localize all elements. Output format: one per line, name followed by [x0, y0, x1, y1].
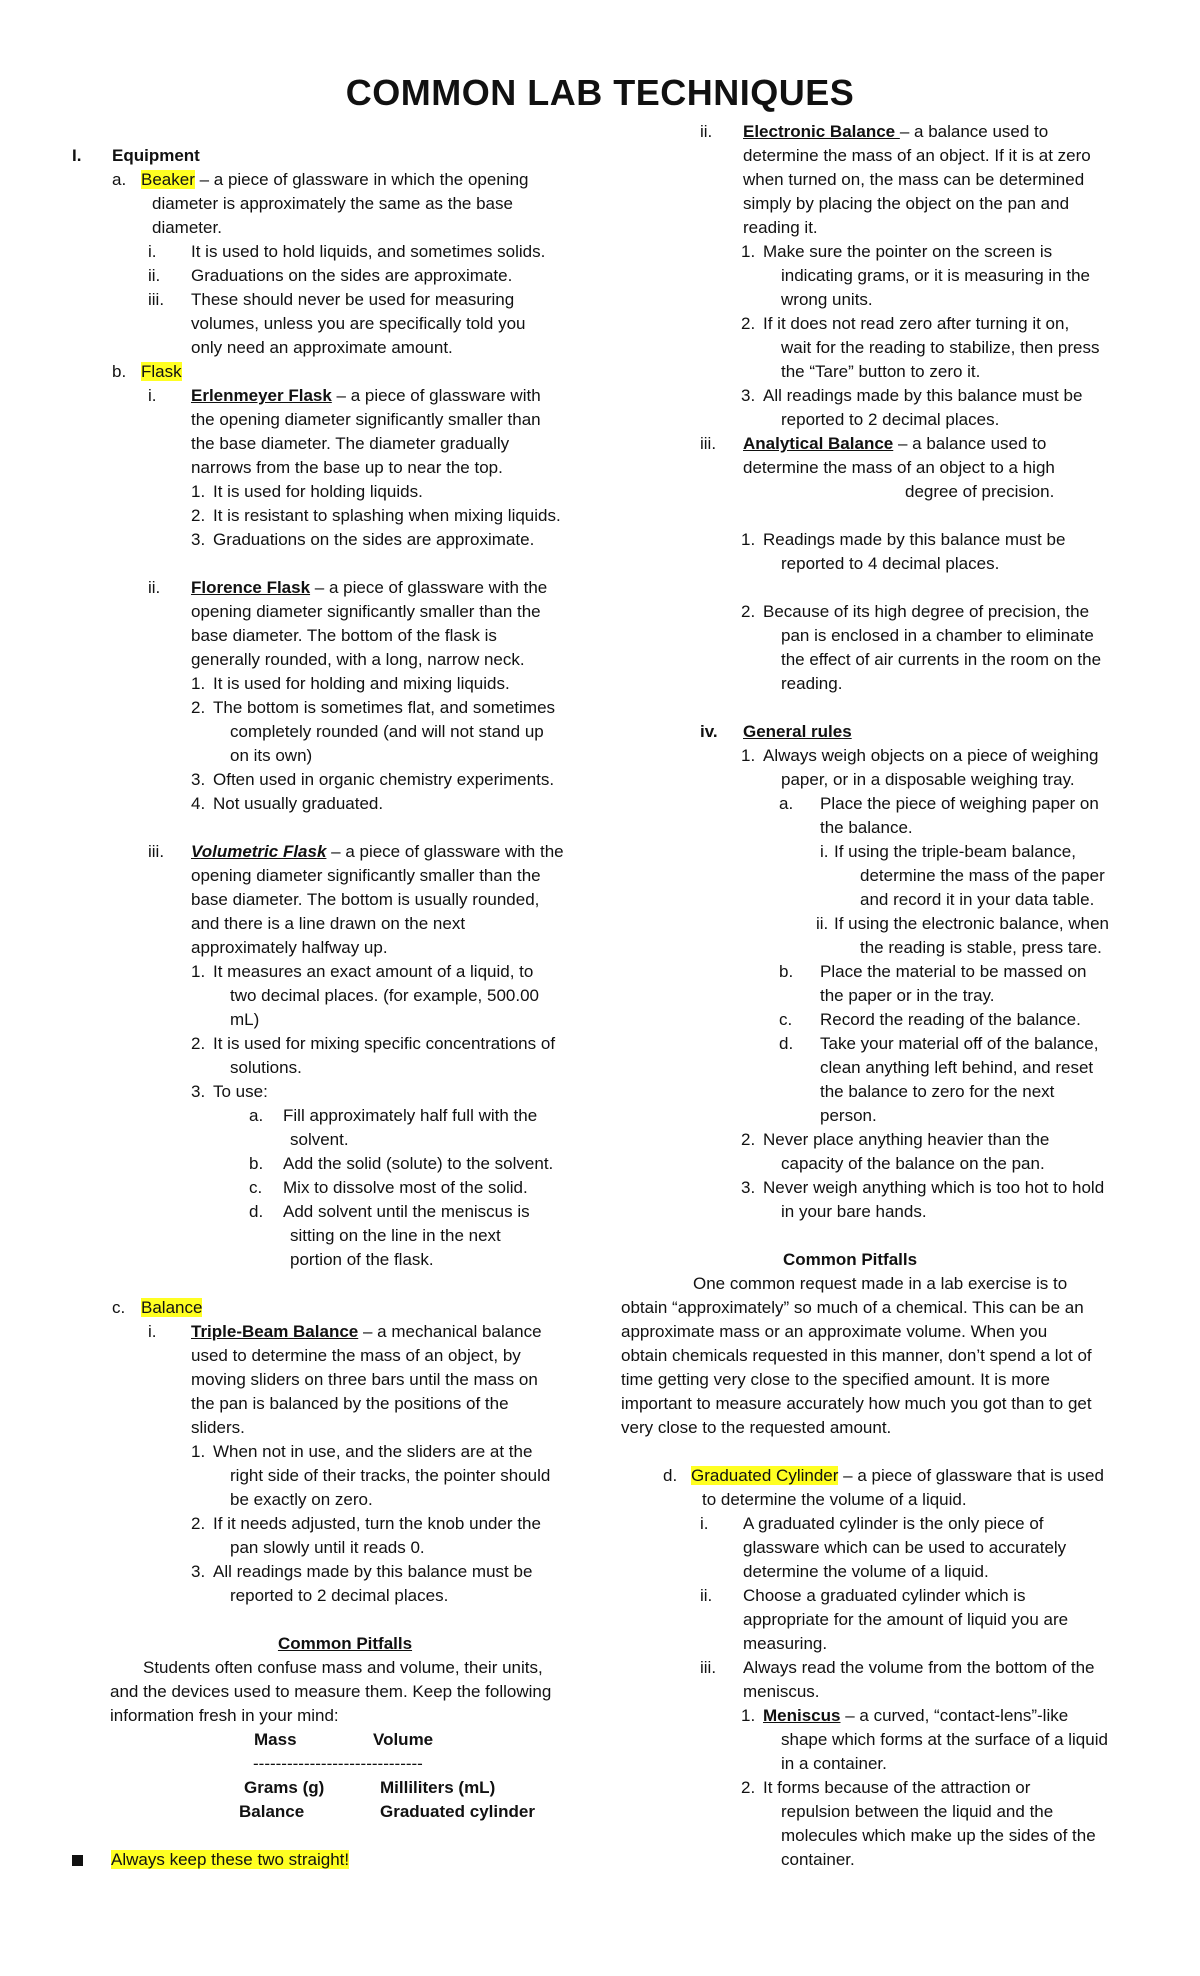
list-item: reading.: [781, 674, 843, 693]
list-item: on its own): [230, 746, 313, 765]
table-header-mass: Mass: [254, 1730, 297, 1749]
list-item: reported to 2 decimal places.: [230, 1586, 449, 1605]
list-item: wrong units.: [781, 290, 873, 309]
list-number: iii.: [700, 434, 717, 453]
step-item: Fill approximately half full with the: [283, 1106, 538, 1125]
list-item: right side of their tracks, the pointer should: [230, 1466, 551, 1485]
list-number: 3.: [191, 1562, 206, 1581]
list-item: measuring.: [743, 1634, 828, 1653]
flask-term: Flask: [141, 362, 182, 381]
volumetric-desc: and there is a line drawn on the next: [191, 914, 466, 933]
erlenmeyer-term: Erlenmeyer Flask: [191, 386, 332, 405]
volumetric-desc: approximately halfway up.: [191, 938, 388, 957]
beaker-term: Beaker: [141, 170, 195, 189]
step-item: Record the reading of the balance.: [820, 1010, 1081, 1029]
pitfalls-text: obtain chemicals requested in this manner, don’t spend a lot of: [621, 1346, 1092, 1365]
list-number: 3.: [191, 1082, 206, 1101]
list-item: Always read the volume from the bottom of the: [743, 1658, 1095, 1677]
list-number: 3.: [191, 770, 206, 789]
list-item: the “Tare” button to zero it.: [781, 362, 981, 381]
table-cell: Graduated cylinder: [380, 1802, 535, 1821]
step-item: Place the material to be massed on: [820, 962, 1087, 981]
list-item: All readings made by this balance must be: [763, 386, 1083, 405]
list-item: only need an approximate amount.: [191, 338, 453, 357]
step-letter: d.: [779, 1034, 794, 1053]
list-number: 2.: [191, 1034, 206, 1053]
list-item: determine the volume of a liquid.: [743, 1562, 989, 1581]
pitfalls-text: obtain “approximately” so much of a chemical. This can be an: [621, 1298, 1084, 1317]
list-item: indicating grams, or it is measuring in the: [781, 266, 1090, 285]
list-number: i.: [700, 1514, 709, 1533]
pitfalls-heading: Common Pitfalls: [782, 1250, 918, 1269]
list-item: wait for the reading to stabilize, then press: [781, 338, 1100, 357]
list-number: 1.: [191, 482, 206, 501]
table-cell: Milliliters (mL): [380, 1778, 496, 1797]
erlenmeyer-line: Erlenmeyer Flask – a piece of glassware with: [191, 386, 541, 405]
general-rules-heading: General rules: [743, 722, 852, 741]
volumetric-desc: base diameter. The bottom is usually rounded,: [191, 890, 540, 909]
list-number: 4.: [191, 794, 206, 813]
list-item: Readings made by this balance must be: [763, 530, 1066, 549]
list-item: in your bare hands.: [781, 1202, 927, 1221]
step-item: Add solvent until the meniscus is: [283, 1202, 530, 1221]
analytical-desc: degree of precision.: [905, 482, 1055, 501]
list-item: A graduated cylinder is the only piece of: [743, 1514, 1044, 1533]
step-letter: d.: [249, 1202, 264, 1221]
list-item: It is used to hold liquids, and sometimes solids.: [191, 242, 546, 261]
analytical-term: Analytical Balance: [743, 434, 894, 453]
square-bullet-icon: [72, 1855, 83, 1866]
item-letter: a.: [112, 170, 127, 189]
list-number: iii.: [148, 290, 165, 309]
list-item: Choose a graduated cylinder which is: [743, 1586, 1026, 1605]
beaker-desc: diameter.: [152, 218, 222, 237]
list-number: iii.: [148, 842, 165, 861]
list-item: Because of its high degree of precision, the: [763, 602, 1090, 621]
list-item: paper, or in a disposable weighing tray.: [781, 770, 1075, 789]
volumetric-term: Volumetric Flask: [191, 842, 327, 861]
list-item: solutions.: [230, 1058, 302, 1077]
step-item: Take your material off of the balance,: [820, 1034, 1099, 1053]
list-item: Make sure the pointer on the screen is: [763, 242, 1053, 261]
pitfalls-text: important to measure accurately how much you got than to get: [621, 1394, 1092, 1413]
erlenmeyer-desc: the base diameter. The diameter gradually: [191, 434, 510, 453]
pitfalls-text: information fresh in your mind:: [110, 1706, 339, 1725]
erlenmeyer-desc: narrows from the base up to near the top.: [191, 458, 503, 477]
section-number: I.: [72, 146, 82, 165]
list-number: ii.: [148, 266, 161, 285]
cylinder-line: Graduated Cylinder – a piece of glassware that is used: [691, 1466, 1104, 1485]
step-item: sitting on the line in the next: [290, 1226, 501, 1245]
list-number: 1.: [191, 962, 206, 981]
list-number: 3.: [191, 530, 206, 549]
triple-beam-desc: the pan is balanced by the positions of the: [191, 1394, 509, 1413]
volumetric-line: Volumetric Flask – a piece of glassware with the: [191, 842, 564, 861]
list-number: 3.: [741, 386, 756, 405]
list-item: It is used for holding and mixing liquids.: [213, 674, 510, 693]
list-item: If it does not read zero after turning it on,: [763, 314, 1070, 333]
list-number: 1.: [741, 1706, 756, 1725]
florence-desc: opening diameter significantly smaller than the: [191, 602, 541, 621]
list-item: If using the electronic balance, when: [834, 914, 1110, 933]
list-number: ii.: [148, 578, 161, 597]
pitfalls-text: approximate mass or an approximate volume. When you: [621, 1322, 1048, 1341]
step-item: Place the piece of weighing paper on: [820, 794, 1099, 813]
list-item: shape which forms at the surface of a liquid: [781, 1730, 1108, 1749]
list-number: 1.: [191, 674, 206, 693]
list-item: reported to 4 decimal places.: [781, 554, 1000, 573]
step-item: person.: [820, 1106, 877, 1125]
step-item: clean anything left behind, and reset: [820, 1058, 1094, 1077]
list-item: volumes, unless you are specifically told you: [191, 314, 526, 333]
list-item: It is used for mixing specific concentrations of: [213, 1034, 556, 1053]
erlenmeyer-desc: the opening diameter significantly smaller than: [191, 410, 541, 429]
list-number: i.: [148, 242, 157, 261]
list-number: iv.: [700, 722, 718, 741]
list-number: 2.: [191, 1514, 206, 1533]
item-letter: d.: [663, 1466, 678, 1485]
list-number: ii.: [700, 122, 713, 141]
list-item: To use:: [213, 1082, 268, 1101]
list-item: pan slowly until it reads 0.: [230, 1538, 425, 1557]
triple-beam-desc: sliders.: [191, 1418, 245, 1437]
list-item: When not in use, and the sliders are at the: [213, 1442, 533, 1461]
list-number: i.: [148, 386, 157, 405]
triple-beam-desc: moving sliders on three bars until the mass on: [191, 1370, 538, 1389]
step-item: the paper or in the tray.: [820, 986, 995, 1005]
florence-line: Florence Flask – a piece of glassware with the: [191, 578, 548, 597]
list-number: ii.: [816, 914, 829, 933]
florence-desc: base diameter. The bottom of the flask is: [191, 626, 497, 645]
electronic-desc: determine the mass of an object. If it is at zero: [743, 146, 1091, 165]
table-cell: Balance: [239, 1802, 305, 1821]
list-item: container.: [781, 1850, 855, 1869]
list-item: the reading is stable, press tare.: [860, 938, 1102, 957]
list-item: and record it in your data table.: [860, 890, 1095, 909]
list-item: All readings made by this balance must be: [213, 1562, 533, 1581]
list-item: The bottom is sometimes flat, and sometimes: [213, 698, 556, 717]
florence-desc: generally rounded, with a long, narrow neck.: [191, 650, 525, 669]
list-number: 1.: [741, 746, 756, 765]
step-item: Mix to dissolve most of the solid.: [283, 1178, 528, 1197]
step-item: portion of the flask.: [290, 1250, 434, 1269]
pitfalls-text: One common request made in a lab exercise is to: [693, 1274, 1068, 1293]
electronic-term: Electronic Balance: [743, 122, 900, 141]
electronic-desc: reading it.: [743, 218, 818, 237]
list-item: the effect of air currents in the room on the: [781, 650, 1102, 669]
step-letter: b.: [779, 962, 794, 981]
step-item: the balance.: [820, 818, 913, 837]
balance-term: Balance: [141, 1298, 203, 1317]
triple-beam-line: Triple-Beam Balance – a mechanical balance: [191, 1322, 542, 1341]
section-heading: Equipment: [112, 146, 200, 165]
list-item: repulsion between the liquid and the: [781, 1802, 1054, 1821]
list-number: i.: [820, 842, 829, 861]
step-letter: c.: [249, 1178, 263, 1197]
beaker-desc: diameter is approximately the same as the base: [152, 194, 513, 213]
item-letter: c.: [112, 1298, 126, 1317]
meniscus-line: Meniscus – a curved, “contact-lens”-like: [763, 1706, 1069, 1725]
step-item: Add the solid (solute) to the solvent.: [283, 1154, 554, 1173]
pitfalls-text: Students often confuse mass and volume, their units,: [143, 1658, 543, 1677]
list-item: be exactly on zero.: [230, 1490, 373, 1509]
florence-term: Florence Flask: [191, 578, 311, 597]
list-item: reported to 2 decimal places.: [781, 410, 1000, 429]
list-item: molecules which make up the sides of the: [781, 1826, 1096, 1845]
beaker-line: Beaker – a piece of glassware in which the opening: [141, 170, 529, 189]
list-item: Often used in organic chemistry experiments.: [213, 770, 555, 789]
list-item: capacity of the balance on the pan.: [781, 1154, 1045, 1173]
list-number: 1.: [741, 242, 756, 261]
table-header-volume: Volume: [373, 1730, 434, 1749]
list-item: glassware which can be used to accurately: [743, 1538, 1067, 1557]
list-number: ii.: [700, 1586, 713, 1605]
list-item: completely rounded (and will not stand up: [230, 722, 544, 741]
list-item: It is resistant to splashing when mixing liquids.: [213, 506, 561, 525]
step-letter: a.: [249, 1106, 264, 1125]
list-number: 2.: [741, 1130, 756, 1149]
list-number: i.: [148, 1322, 157, 1341]
electronic-desc: simply by placing the object on the pan and: [743, 194, 1070, 213]
meniscus-term: Meniscus: [763, 1706, 841, 1725]
list-item: Always weigh objects on a piece of weighing: [763, 746, 1099, 765]
step-letter: b.: [249, 1154, 264, 1173]
item-letter: b.: [112, 362, 127, 381]
pitfalls-text: and the devices used to measure them. Keep the following: [110, 1682, 552, 1701]
list-item: It is used for holding liquids.: [213, 482, 423, 501]
list-item: Graduations on the sides are approximate.: [191, 266, 513, 285]
list-item: If using the triple-beam balance,: [834, 842, 1076, 861]
list-item: It measures an exact amount of a liquid, to: [213, 962, 534, 981]
list-item: Never place anything heavier than the: [763, 1130, 1050, 1149]
analytical-line: Analytical Balance – a balance used to: [743, 434, 1047, 453]
triple-beam-desc: used to determine the mass of an object, by: [191, 1346, 521, 1365]
analytical-desc: determine the mass of an object to a high: [743, 458, 1055, 477]
list-number: 2.: [741, 602, 756, 621]
volumetric-desc: opening diameter significantly smaller than the: [191, 866, 541, 885]
pitfalls-text: very close to the requested amount.: [621, 1418, 892, 1437]
triple-beam-term: Triple-Beam Balance: [191, 1322, 359, 1341]
step-item: solvent.: [290, 1130, 349, 1149]
list-item: It forms because of the attraction or: [763, 1778, 1031, 1797]
electronic-desc: when turned on, the mass can be determined: [743, 170, 1085, 189]
list-item: pan is enclosed in a chamber to eliminate: [781, 626, 1094, 645]
list-item: in a container.: [781, 1754, 887, 1773]
list-item: appropriate for the amount of liquid you are: [743, 1610, 1069, 1629]
reminder-note: Always keep these two straight!: [72, 1848, 349, 1872]
list-item: two decimal places. (for example, 500.00: [230, 986, 539, 1005]
table-cell: Grams (g): [244, 1778, 325, 1797]
list-item: Graduations on the sides are approximate.: [213, 530, 535, 549]
step-item: the balance to zero for the next: [820, 1082, 1055, 1101]
list-number: 2.: [741, 314, 756, 333]
cylinder-term: Graduated Cylinder: [691, 1466, 839, 1485]
list-number: 1.: [191, 1442, 206, 1461]
pitfalls-heading: Common Pitfalls: [277, 1634, 413, 1653]
list-item: These should never be used for measuring: [191, 290, 515, 309]
list-number: 2.: [191, 698, 206, 717]
cylinder-desc: to determine the volume of a liquid.: [702, 1490, 967, 1509]
list-item: Never weigh anything which is too hot to hold: [763, 1178, 1105, 1197]
list-number: 2.: [191, 506, 206, 525]
list-number: 1.: [741, 530, 756, 549]
pitfalls-text: time getting very close to the specified amount. It is more: [621, 1370, 1050, 1389]
list-item: meniscus.: [743, 1682, 820, 1701]
list-item: If it needs adjusted, turn the knob under the: [213, 1514, 541, 1533]
list-item: Not usually graduated.: [213, 794, 384, 813]
list-number: 2.: [741, 1778, 756, 1797]
step-letter: c.: [779, 1010, 793, 1029]
page-title: COMMON LAB TECHNIQUES: [345, 72, 855, 113]
list-number: iii.: [700, 1658, 717, 1677]
list-item: determine the mass of the paper: [860, 866, 1105, 885]
step-letter: a.: [779, 794, 794, 813]
list-number: 3.: [741, 1178, 756, 1197]
list-item: mL): [230, 1010, 260, 1029]
table-divider: ------------------------------: [253, 1754, 423, 1773]
electronic-line: Electronic Balance – a balance used to: [743, 122, 1049, 141]
